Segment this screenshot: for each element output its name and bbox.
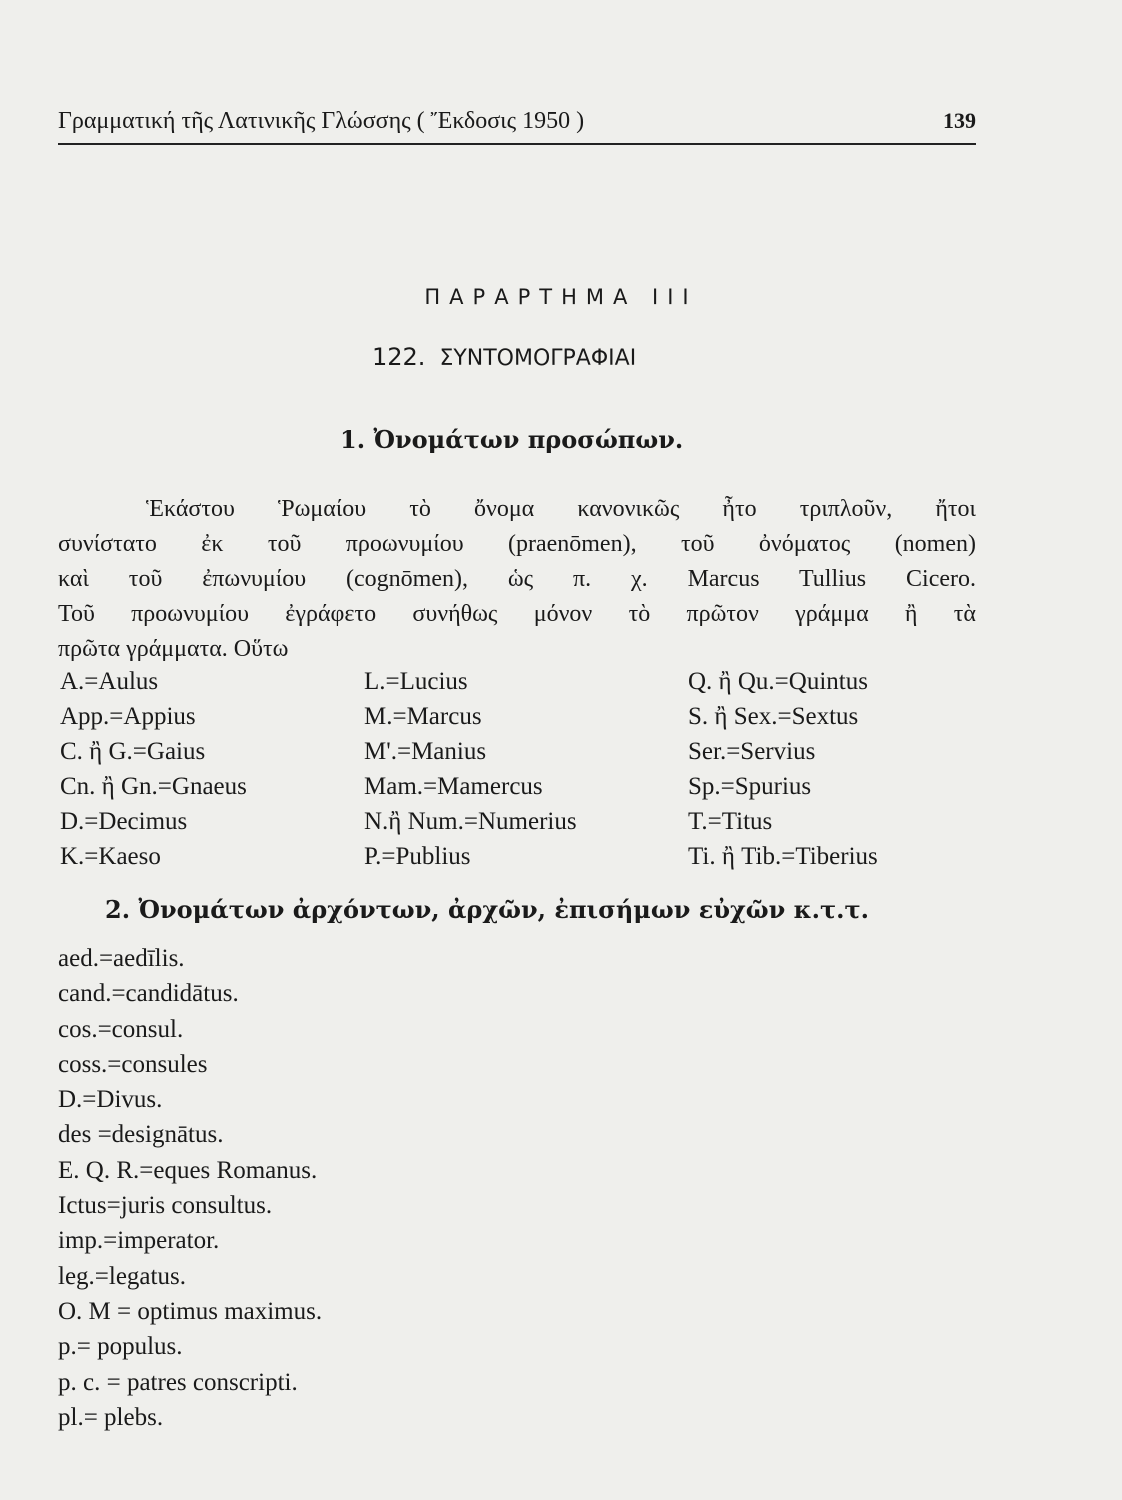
intro-line: Τοῦ προωνυμίου ἐγράφετο συνήθως μόνον τὸ πρῶτον γράμμα ἢ τὰ: [58, 601, 976, 627]
praenomen-entry: N.ἢ Num.=Numerius: [364, 808, 577, 835]
abbreviation-entry: pl.= plebs.: [58, 1403, 164, 1431]
praenomen-entry: C. ἢ G.=Gaius: [60, 738, 206, 765]
appendix-title: ΠΑΡΑΡΤΗΜΑ ΙΙΙ: [424, 285, 698, 309]
abbreviation-entry: p. c. = patres conscripti.: [58, 1368, 298, 1396]
section-heading: ΣΥΝΤΟΜΟΓΡΑΦΙΑΙ: [439, 346, 637, 371]
praenomen-entry: Ti. ἢ Tib.=Tiberius: [688, 843, 878, 870]
section-title: [372, 343, 636, 371]
abbreviation-entry: D.=Divus.: [58, 1086, 163, 1114]
abbreviation-entry: leg.=legatus.: [58, 1262, 186, 1290]
praenomen-entry: Ser.=Servius: [688, 738, 816, 765]
abbreviation-list: [58, 941, 322, 1435]
praenomen-entry: P.=Publius: [364, 843, 471, 870]
abbreviation-entry: E. Q. R.=eques Romanus.: [58, 1156, 318, 1184]
praenomen-entry: K.=Kaeso: [60, 843, 161, 870]
abbreviation-entry: O. M = optimus maximus.: [58, 1297, 323, 1325]
abbreviation-entry: aed.=aedīlis.: [58, 945, 185, 972]
subsection-heading-1: 1. Ὀνομάτων προσώπων.: [340, 425, 684, 454]
intro-line: πρῶτα γράμματα. Οὕτω: [58, 636, 289, 662]
abbreviation-entry: cos.=consul.: [58, 1015, 184, 1043]
praenomen-entry: Mam.=Mamercus: [364, 773, 543, 800]
praenomen-entry: Cn. ἢ Gn.=Gnaeus: [60, 773, 247, 800]
abbreviation-entry: imp.=imperator.: [58, 1227, 220, 1255]
praenomen-column-3: [688, 664, 878, 874]
praenomen-entry: L.=Lucius: [364, 668, 468, 695]
praenomen-entry: A.=Aulus: [60, 668, 159, 695]
page-number: 139: [943, 108, 976, 133]
abbreviation-entry: des =designātus.: [58, 1121, 224, 1149]
running-head-title: Γραμματική τῆς Λατινικῆς Γλώσσης ( Ἔκδοσις 1950 ): [58, 108, 585, 134]
abbreviation-entry: cand.=candidātus.: [58, 980, 239, 1008]
praenomen-entry: D.=Decimus: [60, 808, 188, 835]
praenomen-entry: M'.=Manius: [364, 738, 487, 765]
running-head: [58, 108, 976, 135]
praenomen-entry: S. ἢ Sex.=Sextus: [688, 703, 859, 730]
praenomen-column-1: [60, 664, 247, 874]
abbreviation-entry: p.= populus.: [58, 1333, 183, 1361]
header-rule: [58, 143, 976, 145]
praenomen-entry: App.=Appius: [60, 703, 196, 730]
praenomen-column-2: [364, 664, 577, 874]
intro-line: καὶ τοῦ ἐπωνυμίου (cognōmen), ὡς π. χ. Marcus Tullius Cicero.: [58, 566, 976, 592]
praenomen-entry: Sp.=Spurius: [688, 773, 812, 800]
abbreviation-entry: Ictus=juris consultus.: [58, 1192, 273, 1220]
intro-line: Ἑκάστου Ῥωμαίου τὸ ὄνομα κανονικῶς ἦτο τριπλοῦν, ἤτοι: [146, 496, 976, 522]
praenomen-entry: Q. ἢ Qu.=Quintus: [688, 668, 868, 695]
abbreviation-entry: coss.=consules: [58, 1050, 208, 1078]
praenomen-entry: T.=Titus: [688, 808, 773, 835]
praenomen-entry: M.=Marcus: [364, 703, 482, 730]
intro-line: συνίστατο ἐκ τοῦ προωνυμίου (praenōmen), τοῦ ὀνόματος (nomen): [58, 531, 976, 557]
subsection-heading-2: 2. Ὀνομάτων ἀρχόντων, ἀρχῶν, ἐπισήμων εὐχῶν κ.τ.τ.: [105, 895, 869, 924]
intro-paragraph: [58, 492, 976, 667]
section-number: 122.: [372, 343, 426, 371]
